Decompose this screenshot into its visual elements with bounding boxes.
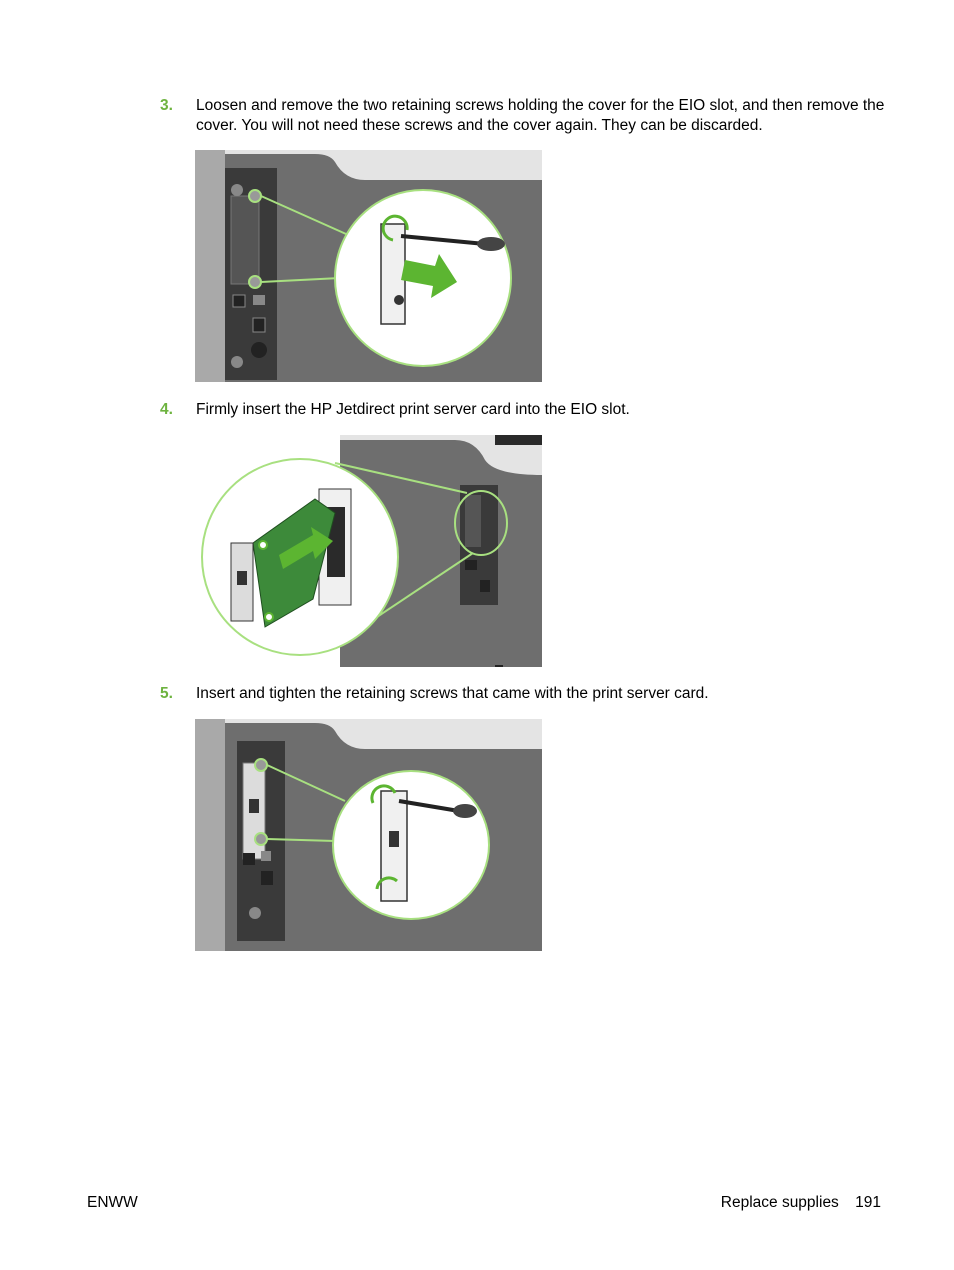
- footer-right: [721, 1193, 881, 1213]
- illustration-insert-card: [195, 435, 542, 667]
- figure-remove-eio-cover: [195, 150, 542, 382]
- step-number: 5.: [160, 685, 173, 702]
- step-text: Loosen and remove the two retaining screws holding the cover for the EIO slot, and then remove the cover. You will not need these screws and the cover again. They can be discarded.: [196, 97, 885, 134]
- step-number: 3.: [160, 97, 173, 114]
- figure-tighten-screws: [195, 719, 542, 951]
- illustration-remove-cover: [195, 150, 542, 382]
- step-text: Insert and tighten the retaining screws that came with the print server card.: [196, 685, 709, 702]
- footer-section: Replace supplies: [720, 1194, 839, 1211]
- step-text: Firmly insert the HP Jetdirect print server card into the EIO slot.: [196, 401, 630, 418]
- step-number: 4.: [160, 401, 173, 418]
- figure-insert-card: [195, 435, 542, 667]
- page-number: 191: [855, 1194, 881, 1211]
- illustration-tighten-screws: [195, 719, 542, 951]
- footer-left: ENWW: [87, 1194, 138, 1211]
